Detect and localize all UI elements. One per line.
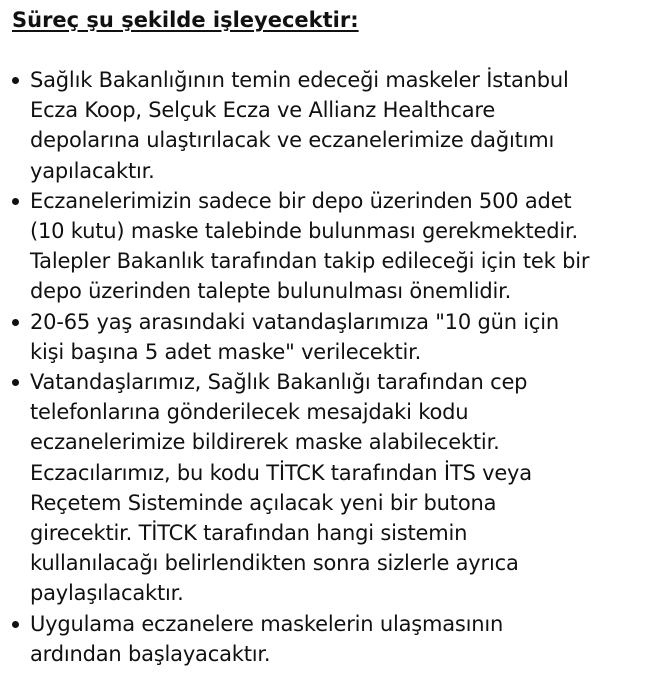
bullet-item — [12, 609, 651, 669]
bullet-line: eczanelerimize bildirerek maske alabilecektir. — [30, 430, 500, 455]
bullet-line: Eczacılarımız, bu kodu TİTCK tarafından İTS veya — [30, 460, 532, 485]
bullet-line: kullanılacağı belirlendikten sonra sizlerle ayrıca — [30, 551, 519, 576]
bullet-icon — [12, 198, 19, 205]
bullet-item — [12, 65, 651, 186]
bullet-icon — [12, 621, 19, 628]
bullet-item — [12, 367, 651, 609]
bullet-line: 20-65 yaş arasındaki vatandaşlarımıza "10 gün için — [30, 309, 560, 334]
heading: Süreç şu şekilde işleyecektir: — [12, 8, 359, 32]
bullet-list — [12, 65, 651, 669]
bullet-line: Eczanelerimizin sadece bir depo üzerinden 500 adet — [30, 188, 572, 213]
bullet-line: telefonlarına gönderilecek mesajdaki kodu — [30, 400, 469, 425]
bullet-line: Talepler Bakanlık tarafından takip edileceği için tek bir — [30, 249, 590, 274]
bullet-line: yapılacaktır. — [30, 158, 155, 183]
bullet-line: paylaşılacaktır. — [30, 581, 184, 606]
bullet-line: depolarına ulaştırılacak ve eczanelerimize dağıtımı — [30, 128, 555, 153]
bullet-line: Ecza Koop, Selçuk Ecza ve Allianz Healthcare — [30, 98, 496, 123]
bullet-line: kişi başına 5 adet maske" verilecektir. — [30, 339, 422, 364]
bullet-line: ardından başlayacaktır. — [30, 641, 271, 666]
bullet-icon — [12, 379, 19, 386]
bullet-line: girecektir. TİTCK tarafından hangi sistemin — [30, 521, 468, 546]
bullet-item — [12, 307, 651, 367]
bullet-line: Reçetem Sisteminde açılacak yeni bir butona — [30, 490, 497, 515]
bullet-item — [12, 186, 651, 307]
bullet-icon — [12, 77, 19, 84]
bullet-line: Sağlık Bakanlığının temin edeceği maskeler İstanbul — [30, 68, 569, 92]
bullet-line: depo üzerinden talepte bulunulması önemlidir. — [30, 279, 512, 304]
bullet-line: Uygulama eczanelere maskelerin ulaşmasının — [30, 611, 504, 636]
bullet-line: (10 kutu) maske talebinde bulunması gerekmektedir. — [30, 219, 578, 244]
bullet-line: Vatandaşlarımız, Sağlık Bakanlığı tarafından cep — [30, 370, 528, 395]
bullet-icon — [12, 319, 19, 326]
